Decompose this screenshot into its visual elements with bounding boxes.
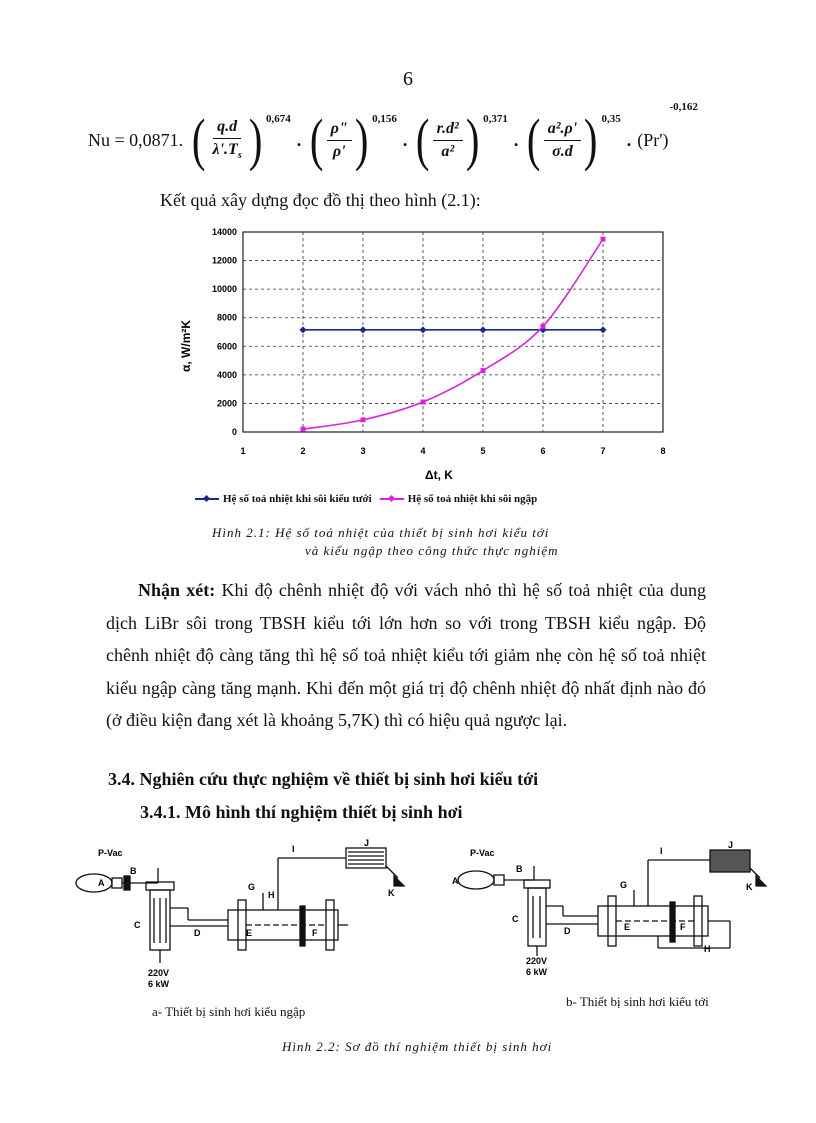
y-tick-label: 0	[231, 427, 237, 437]
svg-text:F: F	[680, 922, 686, 932]
y-tick-label: 4000	[216, 369, 237, 380]
data-point-diamond	[299, 326, 306, 333]
formula-lhs: Nu = 0,0871.	[88, 129, 184, 150]
svg-text:C: C	[512, 914, 519, 924]
remark-label: Nhận xét:	[138, 580, 216, 600]
x-tick-label: 8	[660, 446, 666, 456]
diagram-b-falling-film-generator	[448, 838, 788, 988]
x-tick-label: 7	[600, 446, 606, 456]
y-tick-label: 14000	[211, 227, 237, 237]
y-tick-label: 6000	[216, 341, 237, 352]
chart-grid	[243, 232, 663, 432]
figure-2-2-caption: Hình 2.2: Sơ đồ thí nghiệm thiết bị sinh hơi	[282, 1039, 553, 1054]
diagram-a-caption: a- Thiết bị sinh hơi kiểu ngập	[152, 1004, 306, 1019]
vacuum-pump-icon	[458, 871, 494, 889]
svg-text:G: G	[248, 882, 256, 892]
data-point-square	[301, 427, 306, 432]
svg-text:G: G	[620, 880, 628, 890]
x-tick-label: 6	[540, 446, 546, 456]
data-point-square	[361, 417, 366, 422]
heading-3-4-1: 3.4.1. Mô hình thí nghiệm thiết bị sinh hơi	[140, 802, 463, 822]
svg-text:D: D	[194, 928, 201, 938]
condenser-tank	[710, 850, 750, 872]
condenser-coil	[346, 848, 386, 868]
x-tick-label: 1	[240, 446, 246, 456]
term-2: $\frac{\rho"}{\rho'}$	[327, 120, 352, 161]
vacuum-pump-icon	[76, 874, 112, 892]
valve-k-icon	[394, 876, 404, 886]
svg-text:A: A	[98, 878, 105, 888]
nusselt-formula: Nu = 0,0871. ( $\frac{q.d}{\lambda'.T_s}$ ) 0,674 . ( $\frac{\rho"}{\rho'}$ ) 0,156 . ( $\frac{\text{r.d²}}{\text{a²}}$ ) 0,371 . ( $\frac{\text{a².ρ'}}{\sigma.d}$ ) 0,35 . (Pr') -0,162	[88, 101, 698, 172]
svg-text:220V: 220V	[526, 956, 548, 966]
figure-2-1-caption: Hình 2.1: Hệ số toả nhiệt của thiết bị sinh hơi kiểu tới	[212, 525, 550, 540]
remark-text: Khi độ chênh nhiệt độ với vách nhỏ thì hệ số toả nhiệt của dung dịch LiBr sôi trong TBSH kiểu tới lớn hơn so với trong TBSH kiểu ngập. Độ chênh nhiệt độ càng tăng thì hệ số toả nhiệt kiểu tới giảm nhẹ còn hệ số toả nhiệt kiểu ngập càng tăng mạnh. Khi đến một giá trị độ chênh nhiệt độ nhất định nào đó (ở điều kiện đang xét là khoảng 5,7K) thì có hiệu quả ngược lại.	[106, 580, 706, 730]
data-point-square	[541, 324, 546, 329]
x-tick-label: 4	[420, 446, 426, 456]
data-point-diamond	[599, 326, 606, 333]
diagram-b-caption: b- Thiết bị sinh hơi kiểu tới	[566, 994, 709, 1009]
data-point-square	[601, 237, 606, 242]
y-tick-labels	[212, 227, 237, 437]
figure-2-1-caption-cont: và kiểu ngập theo công thức thực nghiệm	[305, 543, 559, 558]
svg-text:K: K	[388, 888, 395, 898]
term-3: $\frac{\text{r.d²}}{\text{a²}}$	[433, 120, 463, 161]
page-number: 6	[403, 68, 413, 90]
svg-text:E: E	[624, 922, 631, 932]
y-axis-label: α, W/m²K	[179, 319, 193, 372]
chart-series	[299, 237, 606, 432]
svg-text:P-Vac: P-Vac	[470, 848, 495, 858]
x-tick-label: 3	[360, 446, 366, 456]
legend-item-top-feed: Hệ số toả nhiệt khi sôi kiểu tưới	[195, 493, 372, 505]
data-point-diamond	[479, 326, 486, 333]
svg-text:B: B	[516, 864, 523, 874]
svg-text:6 kW: 6 kW	[526, 967, 548, 977]
svg-text:J: J	[364, 838, 370, 848]
svg-text:220V: 220V	[148, 968, 170, 978]
remark-paragraph	[106, 574, 706, 737]
legend-item-pool: Hệ số toả nhiệt khi sôi ngập	[380, 493, 538, 505]
legend-swatch-blue	[195, 498, 219, 500]
svg-text:I: I	[292, 844, 295, 854]
svg-text:6 kW: 6 kW	[148, 979, 170, 989]
y-tick-label: 8000	[216, 312, 237, 323]
svg-text:H: H	[268, 890, 275, 900]
svg-text:P-Vac: P-Vac	[98, 848, 123, 858]
y-tick-label: 12000	[211, 255, 237, 266]
x-tick-label: 5	[480, 446, 486, 456]
data-point-diamond	[359, 326, 366, 333]
svg-text:J: J	[728, 840, 734, 850]
svg-text:C: C	[134, 920, 141, 930]
svg-text:I: I	[660, 846, 663, 856]
svg-text:K: K	[746, 882, 753, 892]
svg-text:A: A	[452, 876, 459, 886]
valve-k-icon	[756, 876, 766, 886]
plot-frame	[243, 232, 663, 432]
data-point-square	[421, 400, 426, 405]
chart-legend	[195, 493, 537, 505]
data-point-diamond	[419, 326, 426, 333]
x-tick-labels	[240, 446, 665, 456]
svg-text:E: E	[246, 928, 253, 938]
series-line-1	[303, 239, 603, 429]
y-tick-label: 10000	[211, 284, 237, 295]
intro-text: Kết quả xây dựng đọc đồ thị theo hình (2.1):	[160, 190, 481, 210]
x-tick-label: 2	[300, 446, 306, 456]
term-1: $\frac{q.d}{\lambda'.T_s}$	[212, 118, 242, 162]
heading-3-4: 3.4. Nghiên cứu thực nghiệm về thiết bị sinh hơi kiểu tới	[108, 769, 539, 789]
svg-text:H: H	[704, 944, 711, 954]
term-4: $\frac{\text{a².ρ'}}{\sigma.d}$	[544, 120, 581, 161]
data-point-square	[481, 368, 486, 373]
svg-text:F: F	[312, 928, 318, 938]
y-tick-label: 2000	[216, 398, 237, 409]
heater-vessel	[528, 888, 546, 946]
svg-text:D: D	[564, 926, 571, 936]
x-axis-label: Δt, K	[425, 468, 453, 482]
legend-swatch-pink	[380, 498, 404, 500]
diagram-a-flooded-generator	[68, 838, 428, 998]
heat-transfer-chart	[150, 222, 680, 490]
prandtl-term: (Pr')	[637, 129, 669, 150]
svg-text:B: B	[130, 866, 137, 876]
